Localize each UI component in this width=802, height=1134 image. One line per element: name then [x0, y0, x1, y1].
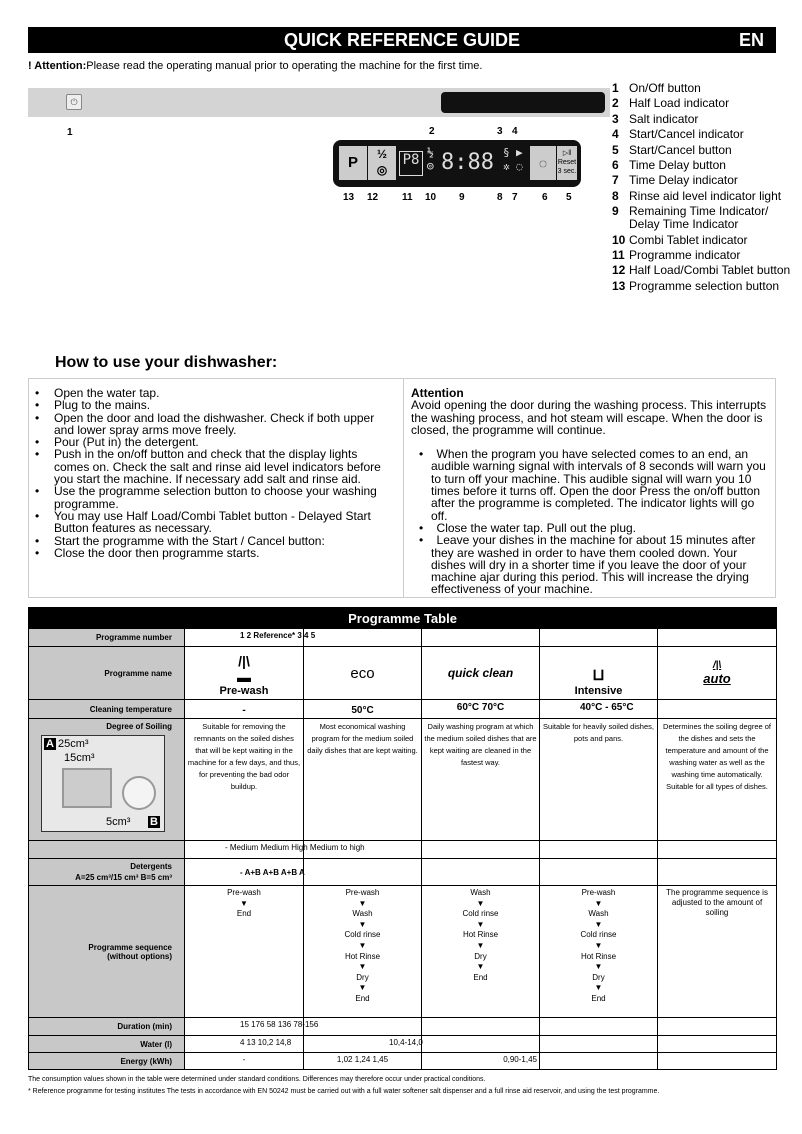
callout-2: 2 [429, 126, 435, 137]
legend-item: 11 Programme indicator [612, 247, 741, 262]
temp-cell: 60°C 70°C [422, 700, 540, 719]
attention-paragraph: Avoid opening the door during the washing process. This interrupts the washing process, and hot steam will escape. When the door is closed, the programme will continue. [411, 398, 767, 437]
row-label: Degree of Soiling [106, 722, 172, 731]
howto-box [28, 378, 776, 598]
energy-values: 1,02 1,24 1,45 [304, 1053, 422, 1070]
sequence-sub: (without options) [107, 951, 172, 961]
callout-1: 1 [67, 127, 73, 138]
water-values: 10,4-14,0 [304, 1036, 422, 1053]
step: • Start the programme with the Start / Cancel button: [35, 535, 395, 547]
detergents-values: - A+B A+B A+B A [185, 859, 304, 886]
sequence-cell [422, 886, 540, 1018]
programme-indicator: P8 [399, 151, 423, 176]
callout-12: 12 [367, 192, 379, 203]
row-label: Programme name [29, 647, 185, 700]
arrow-down-icon: ▼ [358, 940, 367, 950]
step: • Open the water tap. [35, 387, 395, 399]
temp-cell: 50°C [304, 700, 422, 719]
row-label: Energy (kWh) [29, 1053, 185, 1070]
page-title: QUICK REFERENCE GUIDE [283, 30, 521, 50]
duration-values: 15 176 58 136 78-156 [185, 1018, 304, 1036]
temp-cell: - [185, 700, 304, 719]
water-values: 4 13 10,2 14,8 [185, 1036, 304, 1053]
quick-clean-icon: quick clean [447, 665, 514, 680]
sequence-step: Dry [356, 972, 369, 982]
arrow-down-icon: ▼ [358, 962, 367, 972]
pot-icon: ⊔ [592, 667, 605, 684]
soiling-desc: Most economical washing program for the medium soiled daily dishes that are kept waiting. [304, 719, 422, 841]
legend-item: 10 Combi Tablet indicator [612, 232, 748, 247]
note: • Leave your dishes in the machine for about 15 minutes after they are washed in order to have them cooled down. Your dishes will dry in a shorter time if you leave the door of your machine ajar during this period. This will increase the drying effectiveness of your machine. [419, 533, 756, 597]
arrow-down-icon: ▼ [594, 940, 603, 950]
sequence-step: Cold rinse [462, 909, 499, 919]
sequence-step: Wash [352, 909, 373, 919]
soiling-desc: Daily washing program at which the medium soiled dishes that are kept waiting are cleaned in the fastest way. [422, 719, 540, 841]
callout-10: 10 [425, 192, 437, 203]
programme-table [28, 607, 777, 1070]
attention-label: ! Attention: [28, 60, 87, 72]
reset-label: Reset [557, 159, 577, 166]
legend-item: 8 Rinse aid level indicator light [612, 188, 782, 203]
sequence-step: Cold rinse [580, 930, 617, 940]
arrow-down-icon: ▼ [476, 919, 485, 929]
sequence-step: Dry [592, 972, 605, 982]
sequence-cell [540, 886, 658, 1018]
arrow-down-icon: ▼ [358, 983, 367, 993]
attention-text: Please read the operating manual prior to operating the machine for the first time. [86, 60, 483, 72]
callout-3: 3 [497, 126, 503, 137]
arrow-down-icon: ▼ [594, 919, 603, 929]
soiling-desc: Suitable for heavily soiled dishes, pots and pans. [540, 719, 658, 841]
sequence-step: Pre-wash [581, 888, 616, 897]
arrow-down-icon: ▼ [476, 898, 485, 908]
callout-13: 13 [343, 192, 355, 203]
attention-note [28, 60, 482, 72]
tablet-icon: ◎ [376, 163, 388, 177]
programme-intensive: ⊔ Intensive [540, 647, 658, 700]
detergents-sub: A=25 cm³/15 cm³ B=5 cm³ [75, 873, 172, 882]
power-button-icon: ⏻ [66, 94, 82, 110]
reset-sub-label: 3 sec. [557, 168, 577, 175]
programme-eco: eco [304, 647, 422, 700]
sequence-step: Wash [588, 909, 609, 919]
energy-values: - [185, 1053, 304, 1070]
arrow-down-icon: ▼ [476, 962, 485, 972]
arrow-down-icon: ▼ [240, 898, 248, 908]
row-label: Duration (min) [29, 1018, 185, 1036]
legend-item: 13 Programme selection button [612, 278, 780, 293]
soiling-label-cell [29, 719, 185, 841]
arrow-down-icon: ▼ [594, 962, 603, 972]
sequence-cell [185, 886, 304, 1018]
step: • Use the programme selection button to choose your washing programme. [35, 485, 395, 510]
half-label: ½ [376, 147, 387, 161]
mini-display-panel [441, 92, 605, 113]
half-load-button [368, 146, 396, 180]
legend-item: 4 Start/Cancel indicator [612, 127, 744, 142]
row-label: Programme number [29, 629, 185, 647]
callout-8: 8 [497, 192, 503, 203]
legend-item: 9 Remaining Time Indicator/ Delay Time Indicator [612, 204, 769, 232]
language-code: EN [738, 30, 764, 50]
control-panel-strip [28, 88, 610, 117]
step: • Open the door and load the dishwasher. Check if both upper and lower spray arms move freely. [35, 412, 395, 437]
start-cancel-button: ▷‖ Reset 3 sec. [557, 146, 577, 180]
programme-numbers: 1 2 Reference* 3 4 5 [185, 629, 304, 647]
sequence-step: End [355, 993, 370, 1003]
callout-7: 7 [512, 192, 518, 203]
step: • Plug to the mains. [35, 399, 395, 411]
step: • Pour (Put in) the detergent. [35, 436, 395, 448]
time-delay-button: ◌ [530, 146, 556, 180]
salt-rinse-indicators: § ✲ [503, 146, 510, 173]
dispenser-illustration: A 25cm³ 15cm³ 5cm³ B [41, 735, 165, 832]
legend-item: 7 Time Delay indicator [612, 173, 738, 188]
legend-list [612, 82, 792, 295]
sequence-step: Hot Rinse [580, 951, 617, 961]
auto-icon: /|\ [712, 660, 722, 671]
callout-9: 9 [459, 192, 465, 203]
sequence-step: End [473, 972, 488, 982]
row-label: Detergents [130, 862, 172, 871]
energy-values: 0,90-1,45 [422, 1053, 540, 1070]
arrow-down-icon: ▼ [594, 898, 603, 908]
legend-item: 6 Time Delay button [612, 157, 726, 172]
legend-item: 2 Half Load indicator [612, 96, 730, 111]
howto-heading: How to use your dishwasher: [55, 354, 278, 371]
soiling-levels: - Medium Medium High Medium to high [185, 841, 304, 859]
note: • When the program you have selected comes to an end, an audible warning signal with intervals of 8 seconds will warn you to turn off your machine. This audible signal will warn you 10 times before it turns off. Open the door Press the on/off button after the programme is completed. The indicator lights will go off. [419, 447, 766, 523]
time-display: 8:88 [441, 150, 494, 175]
sequence-cell [304, 886, 422, 1018]
header-bar [28, 27, 776, 53]
callout-11: 11 [402, 192, 413, 203]
legend-item: 1 On/Off button [612, 81, 701, 95]
legend-item: 3 Salt indicator [612, 111, 699, 126]
programme-auto: /|\ auto [658, 647, 777, 700]
table-title: Programme Table [29, 608, 777, 629]
attention-title: Attention [411, 386, 464, 400]
sequence-step: Pre-wash [345, 888, 380, 897]
callout-6: 6 [542, 192, 548, 203]
half-combi-indicator: ½ ◎ [427, 146, 434, 172]
footnote: The consumption values shown in the table were determined under standard conditions. Differences may therefore occur under practical conditions. [28, 1076, 486, 1083]
start-delay-indicators: ▶ ◌ [516, 146, 523, 173]
howto-steps [35, 387, 395, 559]
sequence-step: Wash [470, 888, 491, 897]
row-label: Water (l) [29, 1036, 185, 1053]
row-label: Cleaning temperature [29, 700, 185, 719]
callout-5: 5 [566, 192, 572, 203]
sequence-auto: The programme sequence is adjusted to the amount of soiling [658, 886, 777, 1018]
howto-attention [411, 387, 771, 596]
arrow-down-icon: ▼ [476, 940, 485, 950]
step: • Push in the on/off button and check that the display lights comes on. Check the salt and rinse aid level indicators before you start the machine. If necessary add salt and rinse aid. [35, 448, 395, 485]
sequence-step: Hot Rinse [344, 951, 381, 961]
sequence-step: End [236, 909, 252, 919]
step: • You may use Half Load/Combi Tablet button - Delayed Start Button features as necessary. [35, 510, 395, 535]
programme-button: P [339, 146, 367, 180]
programme-quick-clean [422, 647, 540, 700]
step: • Close the door then programme starts. [35, 547, 395, 559]
programme-prewash: /|\ ▬ Pre-wash [185, 647, 304, 700]
sequence-step: Dry [474, 951, 487, 961]
prewash-icon: /|\ ▬ [237, 653, 251, 685]
sequence-step: Pre-wash [227, 888, 261, 897]
row-label: Programme sequence [88, 942, 172, 952]
legend-item: 12 Half Load/Combi Tablet button [612, 263, 791, 278]
callout-4: 4 [512, 126, 518, 137]
legend-item: 5 Start/Cancel button [612, 142, 732, 157]
arrow-down-icon: ▼ [358, 898, 367, 908]
arrow-down-icon: ▼ [358, 919, 367, 929]
display-panel [333, 140, 581, 187]
soiling-desc: Determines the soiling degree of the dishes and sets the temperature and amount of the washing water as well as the washing time automatically. Suitable for all types of dishes. [658, 719, 777, 841]
sequence-step: End [591, 993, 606, 1003]
arrow-down-icon: ▼ [594, 983, 603, 993]
footnote: * Reference programme for testing institutes The tests in accordance with EN 50242 must be carried out with a full water softener salt dispenser and a full rinse aid reservoir, and using the test programme. [28, 1088, 660, 1095]
sequence-step: Cold rinse [344, 930, 381, 940]
sequence-step: Hot Rinse [462, 930, 499, 940]
note: • Close the water tap. Pull out the plug. [419, 520, 636, 535]
temp-cell: 40°C - 65°C [540, 700, 658, 719]
soiling-desc: Suitable for removing the remnants on the soiled dishes that will be kept waiting in the machine for a few days, and thus, for preventing the bad odor buildup. [185, 719, 304, 841]
